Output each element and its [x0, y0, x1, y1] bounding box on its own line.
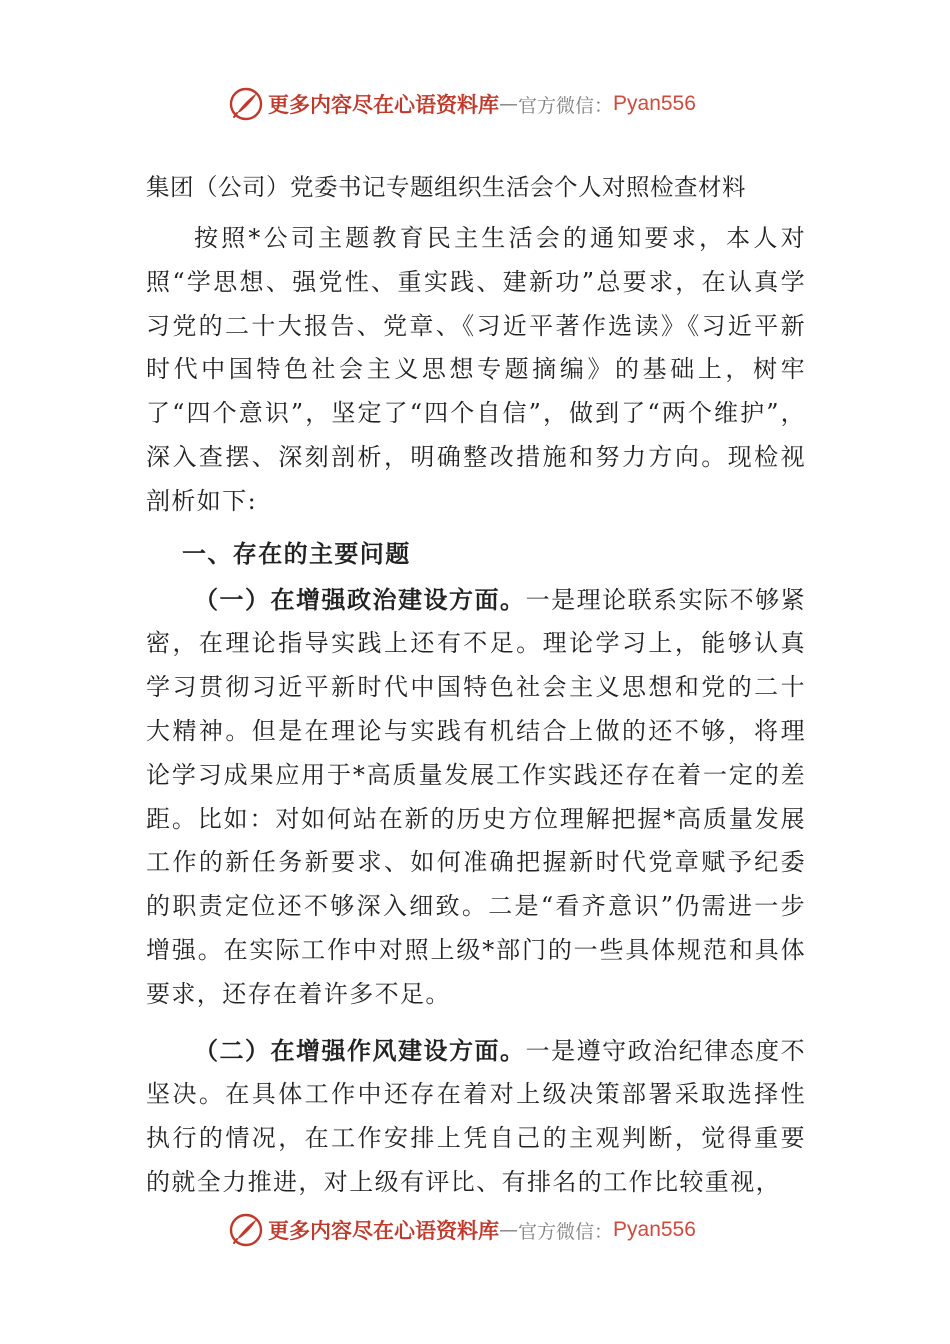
watermark-dash: —	[499, 93, 518, 115]
watermark-dash: —	[499, 1219, 518, 1241]
intro-paragraph: 按照*公司主题教育民主生活会的通知要求，本人对照“学思想、强党性、重实践、建新功”总要求，在认真学习党的二十大报告、党章、《习近平著作选读》《习近平新时代中国特色社会主义思想专题摘编》的基础上，树牢了“四个意识”，坚定了“四个自信”，做到了“两个维护”，深入查摆、深刻剖析，明确整改措施和努力方向。现检视剖析如下:	[146, 224, 806, 515]
watermark-wechat-label: 官方微信：	[518, 94, 614, 117]
document-body	[146, 165, 806, 1205]
watermark-wechat-id: Pyan556	[613, 1218, 696, 1241]
item-1-body: 一是理论联系实际不够紧密，在理论指导实践上还有不足。理论学习上，能够认真学习贯彻习近平新时代中国特色社会主义思想和党的二十大精神。但是在理论与实践有机结合上做的还不够，将理论学习成果应用于*高质量发展工作实践还存在着一定的差距。比如：对如何站在新的历史方位理解把握*高质量发展工作的新任务新要求、如何准确把握新时代党章赋予纪委的职责定位还不够深入细致。二是“看齐意识”仍需进一步增强。在实际工作中对照上级*部门的一些具体规范和具体要求，还存在着许多不足。	[146, 585, 807, 1008]
feather-pen-logo-icon	[228, 1212, 264, 1248]
watermark-brand-text: 更多内容尽在心语资料库	[268, 92, 499, 117]
document-title: 集团（公司）党委书记专题组织生活会个人对照检查材料	[146, 173, 746, 201]
watermark-footer	[228, 1210, 696, 1250]
watermark-brand-text: 更多内容尽在心语资料库	[268, 1218, 499, 1243]
item-2-body: 一是遵守政治纪律态度不坚决。在具体工作中还存在着对上级决策部署采取选择性执行的情况，在工作安排上凭自己的主观判断，觉得重要的就全力推进，对上级有评比、有排名的工作比较重视，	[146, 1036, 807, 1196]
item-1-paragraph	[146, 578, 806, 1017]
item-2-paragraph	[146, 1029, 806, 1205]
watermark-wechat-label: 官方微信：	[518, 1220, 614, 1243]
feather-pen-logo-icon	[228, 86, 264, 122]
watermark-header	[228, 84, 696, 124]
watermark-wechat-id: Pyan556	[613, 92, 696, 115]
item-1-lead: （一）在增强政治建设方面。	[194, 584, 526, 614]
item-2-lead: （二）在增强作风建设方面。	[194, 1035, 526, 1065]
section-heading: 一、存在的主要问题	[182, 538, 411, 568]
